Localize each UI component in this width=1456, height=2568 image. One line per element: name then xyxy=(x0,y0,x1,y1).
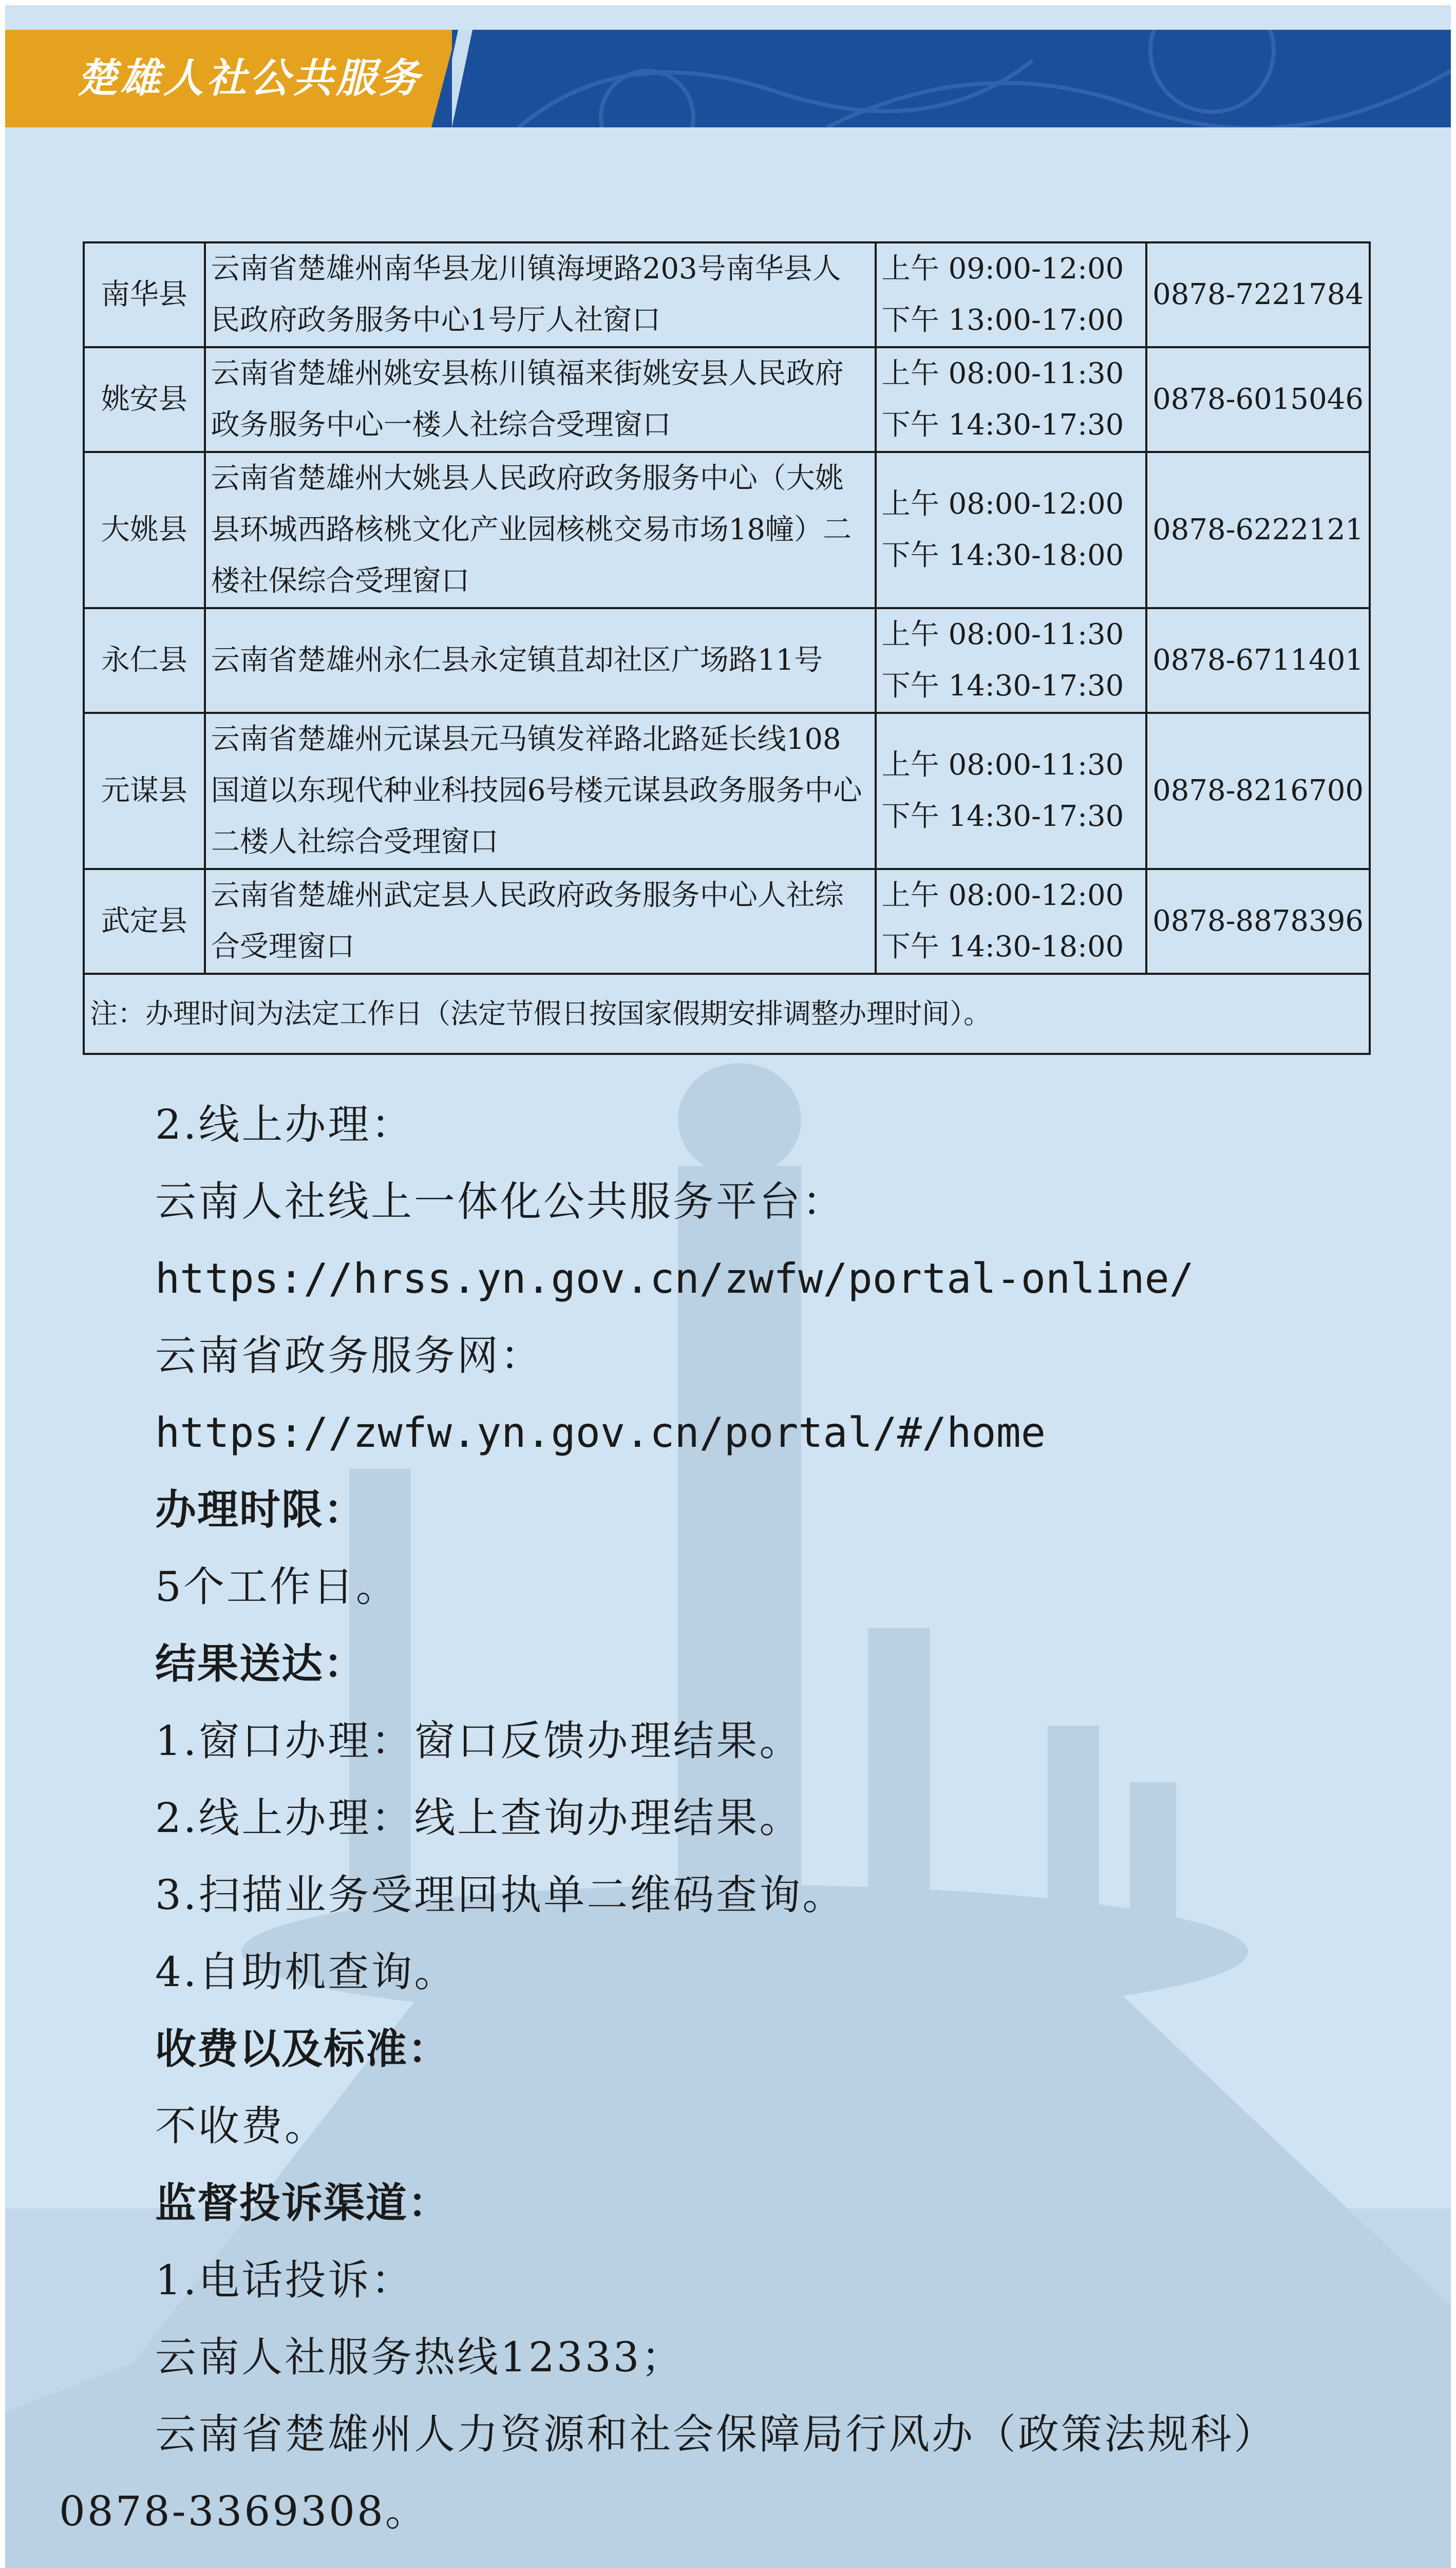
hours-am: 上午 08:00-11:30 xyxy=(881,748,1124,782)
county-cell: 南华县 xyxy=(84,242,205,347)
phone-cell: 0878-8878396 xyxy=(1146,869,1370,974)
time-limit-heading: 办理时限： xyxy=(155,1486,366,1534)
hotline-text: 云南人社服务热线12333； xyxy=(155,2333,685,2381)
fee-value: 不收费。 xyxy=(155,2102,328,2150)
address-cell: 云南省楚雄州大姚县人民政府政务服务中心（大姚县环城西路核桃文化产业园核桃交易市场18幢）二楼社保综合受理窗口 xyxy=(205,452,876,608)
result-item: 1.窗口办理：窗口反馈办理结果。 xyxy=(155,1717,803,1765)
hours-cell xyxy=(876,242,1146,347)
hours-am: 上午 08:00-11:30 xyxy=(881,357,1124,390)
time-limit-value: 5个工作日。 xyxy=(155,1563,399,1611)
hours-cell xyxy=(876,713,1146,869)
phone-cell: 0878-8216700 xyxy=(1146,713,1370,869)
result-item: 3.扫描业务受理回执单二维码查询。 xyxy=(155,1871,846,1919)
platform1-label: 云南人社线上一体化公共服务平台： xyxy=(155,1178,845,1225)
hours-am: 上午 08:00-12:00 xyxy=(881,487,1124,521)
county-cell: 大姚县 xyxy=(84,452,205,608)
address-cell: 云南省楚雄州南华县龙川镇海埂路203号南华县人民政府政务服务中心1号厅人社窗口 xyxy=(205,242,876,347)
complaint-phone-label: 1.电话投诉： xyxy=(155,2256,414,2304)
address-cell: 云南省楚雄州元谋县元马镇发祥路北路延长线108国道以东现代种业科技园6号楼元谋县政务服务中心二楼人社综合受理窗口 xyxy=(205,713,876,869)
phone-cell: 0878-6015046 xyxy=(1146,347,1370,452)
hours-cell xyxy=(876,347,1146,452)
phone-cell: 0878-6711401 xyxy=(1146,608,1370,713)
result-item: 4.自助机查询。 xyxy=(155,1948,458,1996)
hours-pm: 下午 13:00-17:00 xyxy=(881,304,1124,337)
table-row xyxy=(84,713,1370,869)
phone-cell: 0878-6222121 xyxy=(1146,452,1370,608)
hours-cell xyxy=(876,452,1146,608)
complaint-heading: 监督投诉渠道： xyxy=(155,2179,450,2227)
hours-am: 上午 09:00-12:00 xyxy=(881,252,1124,286)
address-cell: 云南省楚雄州武定县人民政府政务服务中心人社综合受理窗口 xyxy=(205,869,876,974)
result-item: 2.线上办理：线上查询办理结果。 xyxy=(155,1794,803,1842)
result-heading: 结果送达： xyxy=(155,1640,366,1688)
hours-cell xyxy=(876,869,1146,974)
platform2-label: 云南省政务服务网： xyxy=(155,1332,543,1380)
bureau-text: 云南省楚雄州人力资源和社会保障局行风办（政策法规科） xyxy=(155,2410,1277,2458)
hours-cell xyxy=(876,608,1146,713)
table-row xyxy=(84,242,1370,347)
platform2-link[interactable]: https://zwfw.yn.gov.cn/portal/#/home xyxy=(155,1409,1046,1457)
table-row xyxy=(84,869,1370,974)
address-cell: 云南省楚雄州永仁县永定镇苴却社区广场路11号 xyxy=(205,608,876,713)
service-office-table xyxy=(83,241,1371,1055)
county-cell: 姚安县 xyxy=(84,347,205,452)
online-heading: 2.线上办理： xyxy=(155,1101,414,1148)
table-note-row xyxy=(84,974,1370,1054)
hours-pm: 下午 14:30-17:30 xyxy=(881,408,1124,442)
hours-pm: 下午 14:30-18:00 xyxy=(881,539,1124,572)
hours-pm: 下午 14:30-17:30 xyxy=(881,800,1124,833)
table-row xyxy=(84,452,1370,608)
header-banner xyxy=(5,30,1451,127)
address-cell: 云南省楚雄州姚安县栋川镇福来街姚安县人民政府政务服务中心一楼人社综合受理窗口 xyxy=(205,347,876,452)
hours-am: 上午 08:00-12:00 xyxy=(881,879,1124,912)
bureau-phone: 0878-3369308。 xyxy=(59,2487,428,2535)
hours-pm: 下午 14:30-18:00 xyxy=(881,930,1124,964)
county-cell: 武定县 xyxy=(84,869,205,974)
hours-pm: 下午 14:30-17:30 xyxy=(881,669,1124,703)
table-note: 注：办理时间为法定工作日（法定节假日按国家假期安排调整办理时间）。 xyxy=(84,974,1370,1054)
county-cell: 永仁县 xyxy=(84,608,205,713)
fee-heading: 收费以及标准： xyxy=(155,2025,450,2073)
hours-am: 上午 08:00-11:30 xyxy=(881,618,1124,651)
table-row xyxy=(84,608,1370,713)
county-cell: 元谋县 xyxy=(84,713,205,869)
phone-cell: 0878-7221784 xyxy=(1146,242,1370,347)
table-row xyxy=(84,347,1370,452)
platform1-link[interactable]: https://hrss.yn.gov.cn/zwfw/portal-online/ xyxy=(155,1255,1194,1302)
header-title: 楚雄人社公共服务 xyxy=(77,55,423,102)
